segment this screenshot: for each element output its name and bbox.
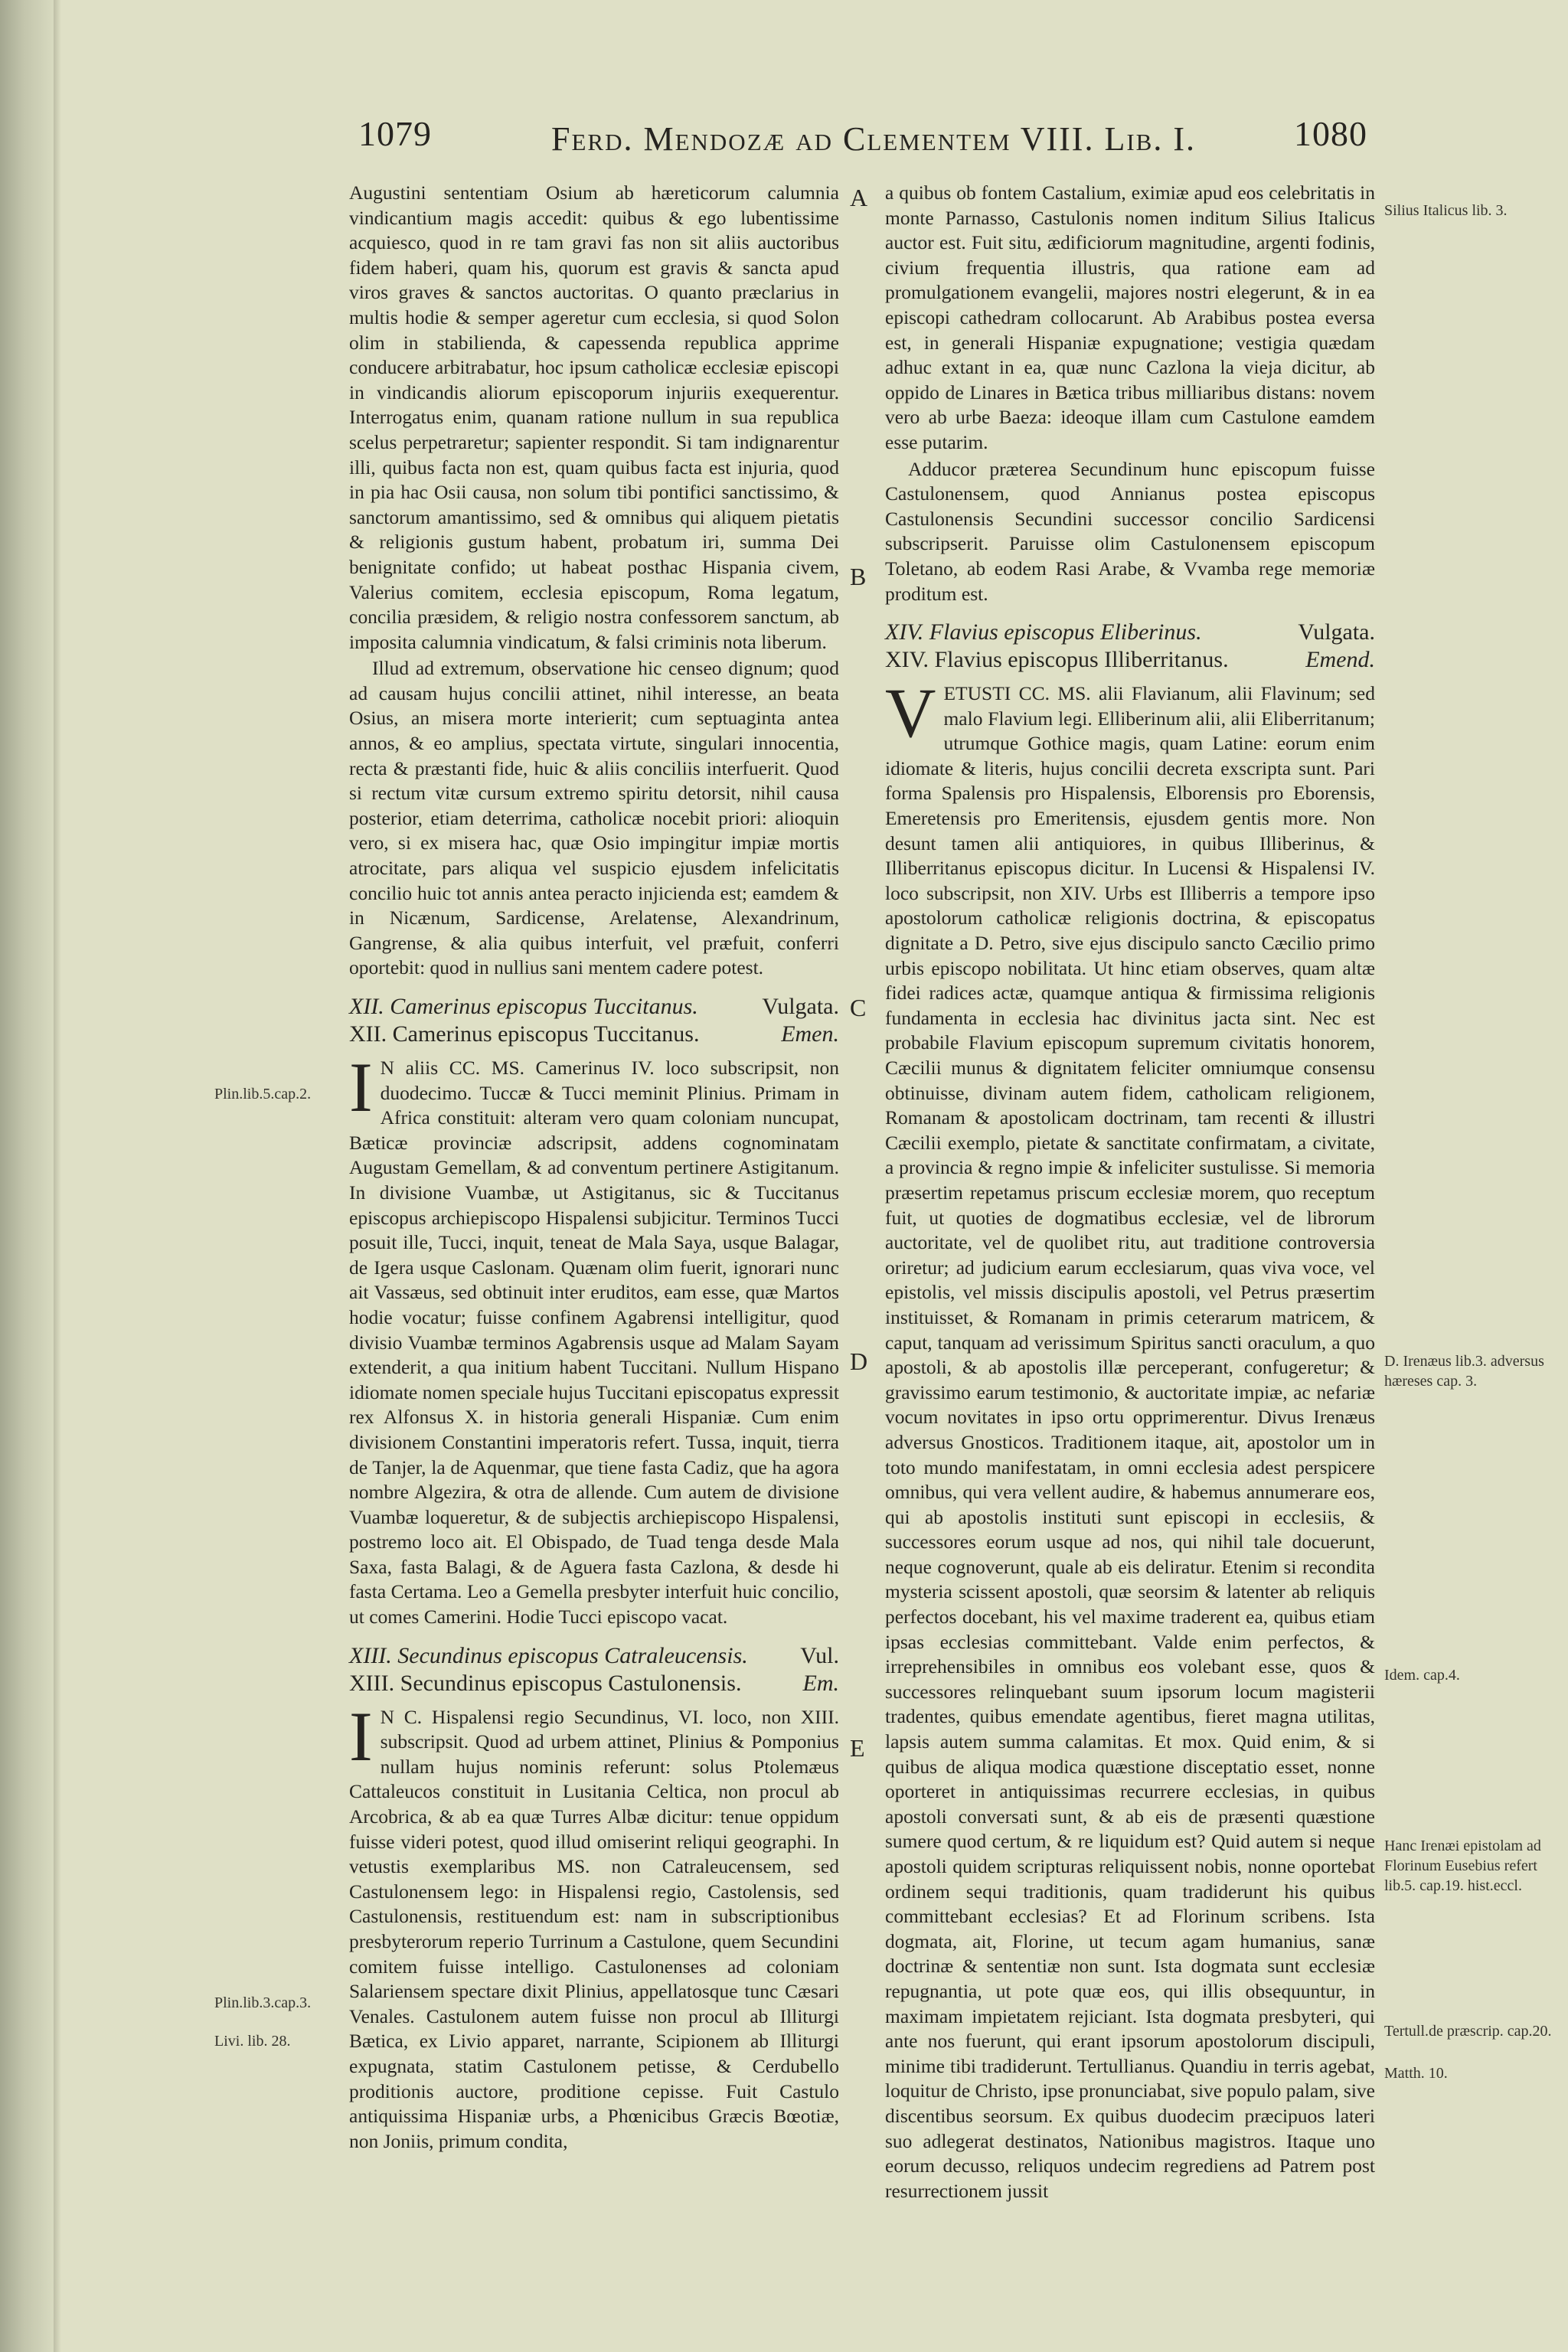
section-xii-heading <box>349 993 839 1048</box>
drop-cap-v: V <box>885 674 936 753</box>
right-para-2: Adducor præterea Secundinum hunc episcopum fuisse Castulonensem, quod Annianus postea episcopus Castulonensis Secundini successor concilio Sardicensi subscripserit. Paruisse olim Castulonensem episcopum Toletano, ab eodem Rasi Arabe, & Vvamba rege memoriæ proditum est. <box>885 457 1375 605</box>
running-title: Ferd. Mendozæ ad Clementem VIII. Lib. I. <box>551 120 1196 158</box>
left-para-4 <box>349 1697 839 2154</box>
left-para-1: Augustini sententiam Osium ab hæreticorum calumnia vindicantium magis accedit: quibus & ego lubentissime acquiesco, quod in re tam gravi fas non sit aliis auctoribus fidem haberi, quam his, quorum est gravis & sancta apud viros graves & sanctos auctoritas. O quanto præclarius in multis hodie & semper ageretur cum ecclesia, si quod Solon olim in stabilienda, & capessenda republica apprime conducere arbitrabatur, hoc ipsum catholicæ ecclesiæ episcopi in vindicandis aliorum episcoporum injuriis exequerentur. Interrogatus enim, quanam ratione nullum in sua republica scelus perpetraretur; sapienter respondit. Si tam indignarentur illi, quibus facta non est, quam quibus facta est injuria, quod in pia hac Osii causa, non solum tibi pontifici sanctissimo, & sanctorum amantissimo, sed & omnibus qui aliquem pietatis & religionis gustum habent, probatum iri, summa Dei benignitate confido; ut habeat posthac Hispania civem, Valerius comitem, ecclesia episcopum, Roma legatum, concilia præsidem, & religio nostra confessorem sanctum, ab imposita calumnia vindicatum, & falsi criminis nota liberum. <box>349 181 839 653</box>
margin-note-tertull: Tertull.de præscrip. cap.20. <box>1384 2023 1552 2040</box>
section-xii-vulgata-tag: Vulgata. <box>762 994 839 1019</box>
left-para-2: Illud ad extremum, observatione hic censeo dignum; quod ad causam hujus concilii attinet, nihil interesse, an beata Osius, an misera morte interierit; cum septuaginta antea annos, & eo amplius, spectata virtute, singulari innocentia, recta & præstanti fide, huic & aliis conciliis interfuerit. Quod si rectum vitæ cursum extremo spiritu detorsit, nihil causa posterior, etiam deterrima, catholicæ nocebit priori: alioquin vero, si ex misera hac, quæ Osio impingitur impiæ mortis atrocitate, pars aliqua vel suspicio ejusdem infelicitatis concilio huic tot annis antea peracto injicienda est; eamdem & in Nicænum, Sardicense, Arelatense, Alexandrinum, Gangrense, & alia quibus interfuit, vel præfuit, conferri oportebit: quod in nullius sani mentem cadere potest. <box>349 657 839 979</box>
drop-cap-i: I <box>349 1048 373 1126</box>
page-number-right: 1080 <box>1294 114 1367 153</box>
section-xii-emend-title: XII. Camerinus episcopus Tuccitanus. <box>349 1021 700 1047</box>
section-xii-vulgata-title: XII. Camerinus episcopus Tuccitanus. <box>349 994 698 1019</box>
section-letter-c: C <box>850 994 867 1021</box>
section-xiv-vulgata-tag: Vulgata. <box>1298 619 1375 645</box>
margin-note-livi: Livi. lib. 28. <box>214 2033 291 2050</box>
section-xiv-emend-tag: Emend. <box>1305 647 1375 673</box>
margin-note-florinum: Hanc Irenæi epistolam ad Florinum Eusebius refert lib.5. cap.19. hist.eccl. <box>1384 1838 1541 1894</box>
section-letter-b: B <box>850 563 867 590</box>
margin-note-idem: Idem. cap.4. <box>1384 1667 1460 1684</box>
right-column <box>885 181 1375 2203</box>
section-letter-e: E <box>850 1734 865 1762</box>
drop-cap-i-2: I <box>349 1697 373 1775</box>
section-xiii-emend-tag: Em. <box>802 1670 839 1696</box>
section-xiii-emend-title: XIII. Secundinus episcopus Castulonensis. <box>349 1670 742 1696</box>
section-xiii-vulgata-tag: Vul. <box>800 1642 839 1668</box>
right-para-3 <box>885 674 1375 2203</box>
section-xiii-vulgata-title: XIII. Secundinus episcopus Catraleucensis. <box>349 1642 748 1668</box>
book-binding-shadow <box>0 0 54 2352</box>
section-letter-d: D <box>850 1348 868 1375</box>
margin-note-plin-3: Plin.lib.3.cap.3. <box>214 1994 312 2011</box>
section-xiv-vulgata-title: XIV. Flavius episcopus Eliberinus. <box>885 619 1202 645</box>
left-para-4-text: N C. Hispalensi regio Secundinus, VI. loco, non XIII. subscripsit. Quod ad urbem attinet, Plinius & Pomponius nullam hujus nominis referunt: solus Ptolemæus Cattaleucos constituit in Lusitania Celtica, non procul ab Arcobrica, & ab ea quæ Turres Albæ dicitur: tenue oppidum fuisse videri potest, quod illud omiserint reliqui geographi. In vetustis exemplaribus MS. non Catraleucensem, sed Castulonensem lego: in Hispalensi regio, Castolensis, sed Castulonensis, restituendum est: nam in subscriptionibus presbyterorum reperio Turrinum a Castulone, quem Secundini comitem fuisse intelligo. Castulonenses ad coloniam Salariensem spectare dixit Plinius, appellatosque tunc Cæsari Venales. Castulonem autem fuisse non procul ab Illiturgi Bætica, ex Livio apparet, narrante, Scipionem ab Illiturgi expugnata, statim Castulonem petisse, & Cerdubello proditionis auctore, proditione cepisse. Fuit Castulo antiquissima Hispaniæ urbs, a Phœnicibus Græcis Bœotiæ, non Joniis, primum condita, <box>349 1705 839 2152</box>
page-header <box>0 113 1568 175</box>
left-para-3 <box>349 1048 839 1630</box>
page-number-left: 1079 <box>358 114 432 153</box>
section-xiii-heading <box>349 1642 839 1697</box>
right-para-1: a quibus ob fontem Castalium, eximiæ apud eos celebritatis in monte Parnasso, Castulonis nomen inditum Silius Italicus auctor est. Fuit situ, ædificiorum magnitudine, argenti fodinis, civium frequentia illustris, qua ratione eam ad promulgationem evangelii, majores nostri elegerunt, & in ea episcopi cathedram collocarunt. Ab Arabibus postea eversa est, in generali Hispaniæ expugnatione; vestigia quædam adhuc extant in ea, quæ nunc Cazlona la vieja dicitur, ab oppido de Linares in Bætica tribus milliaribus distans: novem vero ab urbe Baeza: ideoque illam cum Castulone eamdem esse putarim. <box>885 181 1375 453</box>
margin-note-irenaeus: D. Irenæus lib.3. adversus hæreses cap. 3. <box>1384 1353 1544 1390</box>
right-para-3-text: ETUSTI CC. MS. alii Flavianum, alii Flavinum; sed malo Flavium legi. Elliberinum alii, alii Eliberritanum; utrumque Gothice magis, quam Latine: eorum enim idiomate & literis, hujus concilii decreta exscripta sunt. Pari forma Spalensis pro Hispalensis, Elborensis pro Eborensis, Emeretensis pro Emeritensis, ejusdem gentis more. Non desunt tamen alii antiquiores, in quibus Illiberinus, & Illiberritanus episcopus dicitur. In Lucensi & Hispalensi IV. loco subscripsit, non XIV. Urbs est Illiberris a tempore ipso apostolorum catholicæ religionis doctrina, & episcopatus dignitate a D. Petro, sive ejus discipulo sancto Cæcilio primo urbis episcopo nobilitata. Ut hinc etiam observes, quam altæ fidei radices actæ, quamque antiqua & firmissima religionis fundamenta in ecclesia hac divinitus jacta sint. Nec est probabile Flavium episcopum supremum civitatis honorem, Cæcilii munus & dignitatem feliciter omniumque consensu obtinuisse, divinam autem fidem, catholicam religionem, Romanam & apostolicam doctrinam, tam recenti & illustri Cæcilii exemplo, pietate & sanctitate confirmatam, a civitate, a provincia & regno impie & infeliciter sustulisse. Si memoria præsertim repetamus priscum ecclesiæ morem, quo receptum fuit, ut quoties de dogmatibus ecclesiæ, vel de librorum auctoritate, vel de quolibet ritu, aut traditione controversia oriretur; ad judicium earum ecclesiarum, quas viva voce, vel epistolis, vel missis discipulis apostoli, vel Petrus præsertim instituisset, & Romanam in primis ceterarum matricem, & caput, tanquam ad verissimum Spiritus sancti oraculum, a quo apostoli, & ab apostolis illæ perceperant, confugeretur; & gravissimo earum testimonio, & auctoritate impiæ, ac nefariæ vocum novitates in ipso ortu opprimerentur. Divus Irenæus adversus Gnosticos. Traditionem itaque, ait, apostolor um in toto mundo manifestatam, in omni ecclesia adest perspicere omnibus, qui vera vellent audire, & habemus annumerare eos, qui ab apostolis instituti sunt episcopi in ecclesiis, & successores eorum usque ad nos, qui nihil tale docuerunt, neque cognoverunt, quale ab eis deliratur. Etenim si recondita mysteria scissent apostoli, quæ seorsim & latenter ab reliquis perfectos docebant, his vel maxime traderent ea, quibus etiam ipsas ecclesias committebant. Valde enim perfectos, & irreprehensibiles in omnibus eos volebant esse, quos & successores relinquebant suum ipsorum locum magisterii tradentes, quibus emendate agentibus, fieret magna utilitas, lapsis autem summa calamitas. Et mox. Quid enim, & si quibus de aliqua modica quæstione disceptatio esset, nonne oporteret in antiquissimas recurrere ecclesias, in quibus apostoli conversati sunt, & ab eis de præsenti quæstione sumere quod certum, & re liquidum est? Quid autem si neque apostoli quidem scripturas reliquissent nobis, nonne oportebat ordinem sequi traditionis, quam tradiderunt his quibus committebant ecclesias? Et ad Florinum scribens. Ista dogmata, ait, Florine, ut tecum agam humanius, sanæ doctrinæ & sententiæ non sunt. Ista dogmata sunt ecclesiæ repugnantia, ut pote quæ eos, qui illis obsequuntur, in maximam impietatem rejiciant. Ista dogmata presbyteri, qui ante nos fuerunt, qui erant ipsorum apostolorum discipuli, minime tibi tradiderunt. Tertullianus. Quandiu in terris agebat, loquitur de Christo, ipse pronunciabat, sive populo palam, sive discentibus seorsum. Ex quibus duodecim præcipuos lateri suo adlegerat destinatos, Nationibus magistros. Itaque uno eorum decusso, reliquos undecim regrediens ad Patrem post resurrectionem jussit <box>885 682 1375 2202</box>
margin-note-silius: Silius Italicus lib. 3. <box>1384 202 1508 219</box>
section-xii-emend-tag: Emen. <box>781 1021 839 1047</box>
section-xiv-emend-title: XIV. Flavius episcopus Illiberritanus. <box>885 647 1229 673</box>
left-para-3-text: N aliis CC. MS. Camerinus IV. loco subscripsit, non duodecimo. Tuccæ & Tucci meminit Plinius. Primam in Africa constituit: alteram vero quam coloniam nuncupat, Bæticæ provinciæ adscripsit, addens cognominatam Augustam Gemellam, & ad conventum pertinere Astigitanum. In divisione Vuambæ, ut Astigitanus, sic & Tuccitanus episcopus archiepiscopo Hispalensi subjicitur. Terminos Tucci posuit ille, Tucci, inquit, teneat de Mala Saya, usque Balagar, de Igera usque Caslonam. Quænam olim fuerit, ignorari nunc ait Vassæus, sed obtinuit inter eruditos, eam esse, quæ Martos hodie vocatur; fuisse confinem Agabrensi intelligitur, quod divisio Vuambæ terminos Agabrensis usque ad Malam Sayam extenderit, a qua initium habent Tuccitani. Nullum Hispano idiomate nomen speciale hujus Tuccitani episcopatus expressit rex Alfonsus X. in historia generali Hispaniæ. Cum enim divisionem Constantini imperatoris refert. Tussa, inquit, tierra de Tanjer, la de Aquenmar, que tiene fasta Cadiz, que ha agora nombre Algezira, & otra de allende. Cum autem de divisione Vuambæ loqueretur, & de subjectis archiepiscopo Hispalensi, postremo loco ait. El Obispado, de Tuad tenga desde Mala Saxa, fasta Balagi, & de Aguera fasta Cazlona, & desde hi fasta Certama. Leo a Gemella presbyter interfuit huic concilio, ut comes Camerini. Hodie Tucci episcopo vacat. <box>349 1057 839 1628</box>
margin-note-plin-5: Plin.lib.5.cap.2. <box>214 1086 312 1102</box>
gutter-shadow <box>54 0 61 2352</box>
left-column <box>349 181 839 2154</box>
section-letter-a: A <box>850 184 868 211</box>
margin-note-matth: Matth. 10. <box>1384 2065 1448 2082</box>
section-xiv-heading <box>885 619 1375 674</box>
